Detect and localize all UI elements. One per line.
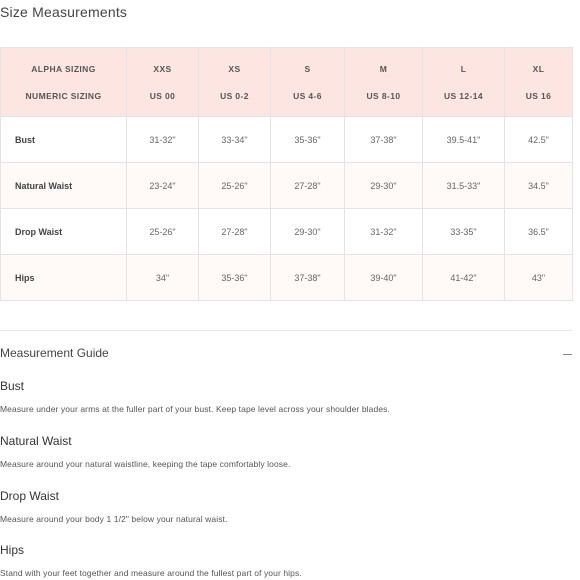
numeric-size: US 0-2	[220, 90, 249, 101]
table-cell: 25-26"	[199, 163, 271, 209]
table-cell: 31.5-33"	[423, 163, 505, 209]
measurement-guide-title: Measurement Guide	[0, 346, 109, 360]
numeric-size: US 4-6	[293, 90, 322, 101]
measurement-guide-toggle[interactable]	[0, 346, 572, 364]
alpha-size: M	[379, 63, 388, 74]
header-cell-sizing-labels	[1, 48, 127, 117]
table-cell: 23-24"	[127, 163, 199, 209]
table-cell: 37-38"	[271, 255, 345, 301]
table-cell: 35-36"	[271, 117, 345, 163]
table-cell: 35-36"	[199, 255, 271, 301]
header-cell-size	[127, 48, 199, 117]
table-cell: 29-30"	[271, 209, 345, 255]
row-label: Natural Waist	[1, 163, 127, 209]
alpha-sizing-label: ALPHA SIZING	[31, 63, 96, 74]
numeric-size: US 12-14	[443, 90, 484, 101]
table-cell: 29-30"	[345, 163, 423, 209]
alpha-size: XL	[532, 63, 545, 74]
table-cell: 31-32"	[127, 117, 199, 163]
numeric-size: US 00	[149, 90, 176, 101]
numeric-size: US 16	[525, 90, 552, 101]
guide-item-natural-waist	[0, 434, 572, 469]
table-cell: 25-26"	[127, 209, 199, 255]
row-label: Drop Waist	[1, 209, 127, 255]
numeric-size: US 8-10	[366, 90, 401, 101]
alpha-size: XS	[228, 63, 241, 74]
table-row	[1, 255, 573, 301]
alpha-size: S	[304, 63, 311, 74]
table-header-row	[1, 48, 573, 117]
table-row	[1, 209, 573, 255]
table-cell: 34.5"	[505, 163, 573, 209]
header-cell-size	[505, 48, 573, 117]
alpha-size: L	[460, 63, 467, 74]
table-cell: 27-28"	[271, 163, 345, 209]
guide-item-bust	[0, 379, 572, 414]
row-label: Bust	[1, 117, 127, 163]
table-cell: 37-38"	[345, 117, 423, 163]
table-cell: 43"	[505, 255, 573, 301]
header-cell-size	[423, 48, 505, 117]
table-row	[1, 117, 573, 163]
guide-term: Bust	[0, 379, 25, 393]
table-cell: 34"	[127, 255, 199, 301]
table-row	[1, 163, 573, 209]
table-cell: 42.5"	[505, 117, 573, 163]
header-cell-size	[345, 48, 423, 117]
section-divider	[0, 330, 572, 331]
table-cell: 39-40"	[345, 255, 423, 301]
table-cell: 27-28"	[199, 209, 271, 255]
header-cell-size	[199, 48, 271, 117]
guide-term: Drop Waist	[0, 489, 59, 503]
table-cell: 33-35"	[423, 209, 505, 255]
header-cell-size	[271, 48, 345, 117]
guide-item-drop-waist	[0, 489, 572, 524]
guide-description: Measure around your natural waistline, keeping the tape comfortably loose.	[0, 459, 291, 469]
guide-description: Measure around your body 1 1/2" below your natural waist.	[0, 514, 228, 524]
table-cell: 41-42"	[423, 255, 505, 301]
guide-item-hips	[0, 543, 572, 578]
minus-icon[interactable]	[563, 354, 572, 355]
guide-description: Measure under your arms at the fuller part of your bust. Keep tape level across your shoulder blades.	[0, 404, 390, 414]
table-cell: 36.5"	[505, 209, 573, 255]
alpha-size: XXS	[153, 63, 172, 74]
table-cell: 33-34"	[199, 117, 271, 163]
numeric-sizing-label: NUMERIC SIZING	[25, 90, 102, 101]
table-cell: 31-32"	[345, 209, 423, 255]
guide-term: Natural Waist	[0, 434, 72, 448]
section-title: Size Measurements	[0, 4, 128, 20]
row-label: Hips	[1, 255, 127, 301]
table-cell: 39.5-41"	[423, 117, 505, 163]
guide-term: Hips	[0, 543, 25, 557]
guide-description: Stand with your feet together and measure around the fullest part of your hips.	[0, 568, 302, 578]
size-table	[0, 47, 573, 301]
